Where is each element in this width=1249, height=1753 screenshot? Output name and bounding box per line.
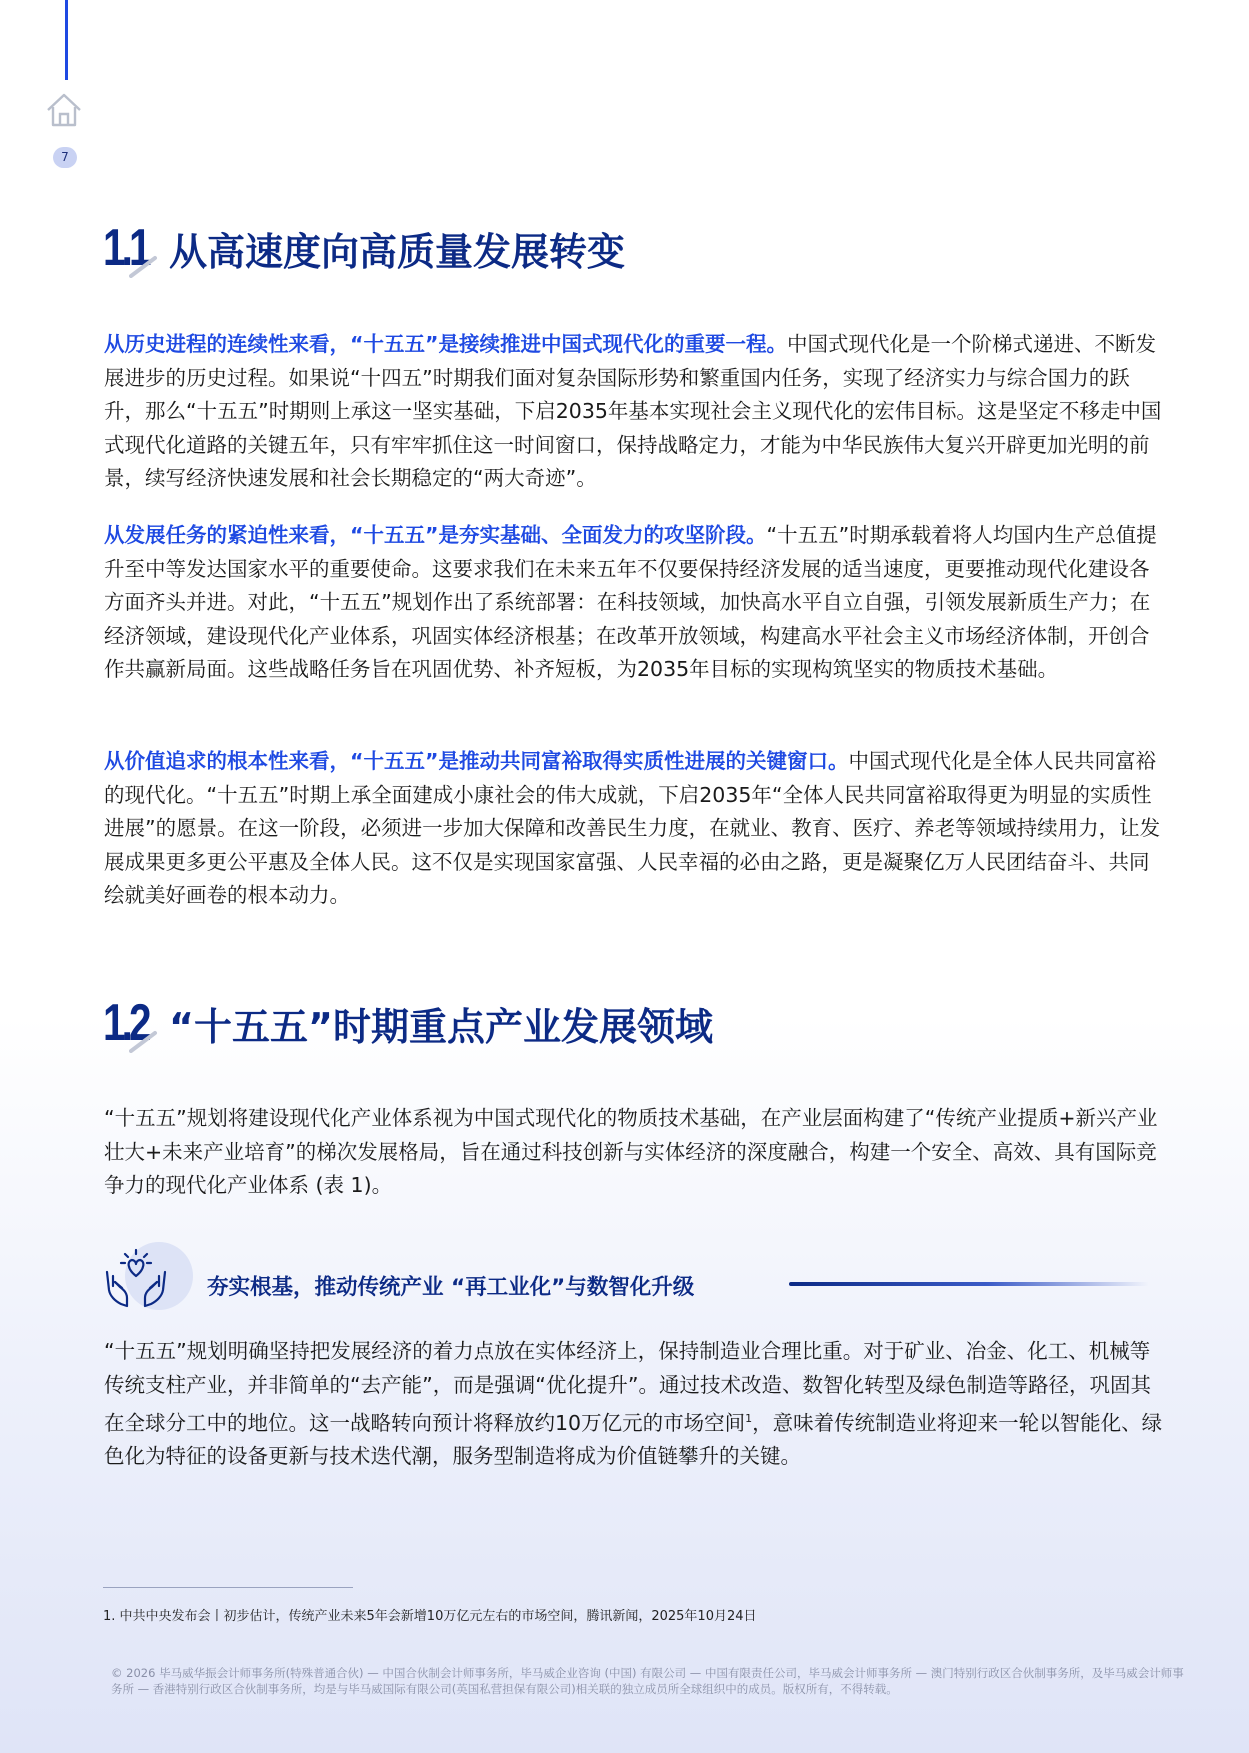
section-heading-1-1 [103, 218, 625, 278]
paragraph-body: “十五五”时期承载着将人均国内生产总值提升至中等发达国家水平的重要使命。这要求我们在未来五年不仅要保持经济发展的适当速度，更要推动现代化建设各方面齐头并进。对此，“十五五”规划作出了系统部署：在科技领域，加快高水平自立自强，引领发展新质生产力；在经济领域，建设现代化产业体系，巩固实体经济根基；在改革开放领域，构建高水平社会主义市场经济体制，开创合作共赢新局面。这些战略任务旨在巩固优势、补齐短板，为2035年目标的实现构筑坚实的物质技术基础。 [104, 523, 1157, 681]
paragraph-body: ，意味着传统制造业将迎来一轮以智能化、绿色化为特征的设备更新与技术迭代潮，服务型制造将成为价值链攀升的关键。 [104, 1410, 1163, 1469]
slash-mark-icon [129, 254, 161, 278]
paragraph-traditional-industry [104, 1335, 1164, 1474]
paragraph-body: 中国式现代化是全体人民共同富裕的现代化。“十五五”时期上承全面建成小康社会的伟大成就，下启2035年“全体人民共同富裕取得更为明显的实质性进展”的愿景。在这一阶段，必须进一步加大保障和改善民生力度，在就业、教育、医疗、养老等领域持续用力，让发展成果更多更公平惠及全体人民。这不仅是实现国家富强、人民幸福的必由之路，更是凝聚亿万人民团结奋斗、共同绘就美好画卷的根本动力。 [104, 749, 1161, 907]
section-title: “十五五”时期重点产业发展领域 [169, 1004, 713, 1049]
footnote-reference[interactable]: 1 [745, 1412, 753, 1425]
hands-heart-icon [103, 1246, 169, 1308]
paragraph-tasks [104, 519, 1164, 687]
paragraph-body: 中国式现代化是一个阶梯式递进、不断发展进步的历史过程。如果说“十四五”时期我们面对复杂国际形势和繁重国内任务，实现了经济实力与综合国力的跃升，那么“十五五”时期则上承这一坚实基础，下启2035年基本实现社会主义现代化的宏伟目标。这是坚定不移走中国式现代化道路的关键五年，只有牢牢抓住这一时间窗口，保持战略定力，才能为中华民族伟大复兴开辟更加光明的前景，续写经济快速发展和社会长期稳定的“两大奇迹”。 [104, 332, 1162, 490]
section-title: 从高速度向高质量发展转变 [169, 229, 626, 274]
paragraph-highlight: 从发展任务的紧迫性来看，“十五五”是夯实基础、全面发力的攻坚阶段。 [104, 523, 767, 547]
subsection-divider [789, 1282, 1149, 1286]
paragraph-highlight: 从历史进程的连续性来看，“十五五”是接续推进中国式现代化的重要一程。 [104, 332, 787, 356]
page-side-rule [65, 0, 68, 80]
section-heading-1-2 [103, 993, 713, 1053]
paragraph-intro: “十五五”规划将建设现代化产业体系视为中国式现代化的物质技术基础，在产业层面构建了“传统产业提质+新兴产业壮大+未来产业培育”的梯次发展格局，旨在通过科技创新与实体经济的深度融合，构建一个安全、高效、具有国际竞争力的现代化产业体系 (表 1)。 [104, 1106, 1158, 1197]
home-icon[interactable] [45, 92, 83, 128]
footnote-divider [103, 1587, 353, 1588]
paragraph-body: “十五五”规划明确坚持把发展经济的着力点放在实体经济上，保持制造业合理比重。对于矿业、冶金、化工、机械等传统支柱产业，并非简单的“去产能”，而是强调“优化提升”。通过技术改造、数智化转型及绿色制造等路径，巩固其在全球分工中的地位。这一战略转向预计将释放约10万亿元的市场空间 [104, 1339, 1151, 1435]
page-number: 7 [53, 147, 77, 168]
paragraph-values [104, 745, 1164, 913]
slash-mark-icon [129, 1029, 161, 1053]
paragraph-history [104, 328, 1164, 496]
section-number: 1.2 [103, 994, 148, 1052]
subsection-heading [103, 1242, 1153, 1312]
copyright-notice: © 2026 毕马威华振会计师事务所(特殊普通合伙) — 中国合伙制会计师事务所，毕马威企业咨询 (中国) 有限公司 — 中国有限责任公司，毕马威会计师事务所 — 澳门特别行政区合伙制事务所，及毕马威会计师事务所 — 香港特别行政区合伙制事务所，均是与毕马威国际有限公司(英国私营担保有限公司)相关联的独立成员所全球组织中的成员。版权所有，不得转载。 [111, 1666, 1184, 1696]
paragraph-highlight: 从价值追求的根本性来看，“十五五”是推动共同富裕取得实质性进展的关键窗口。 [104, 749, 849, 773]
section-number: 1.1 [103, 219, 148, 277]
subsection-title: 夯实根基，推动传统产业 “再工业化”与数智化升级 [207, 1275, 695, 1300]
footnote: 1. 中共中央发布会丨初步估计，传统产业未来5年会新增10万亿元左右的市场空间，腾讯新闻，2025年10月24日 [103, 1609, 757, 1624]
